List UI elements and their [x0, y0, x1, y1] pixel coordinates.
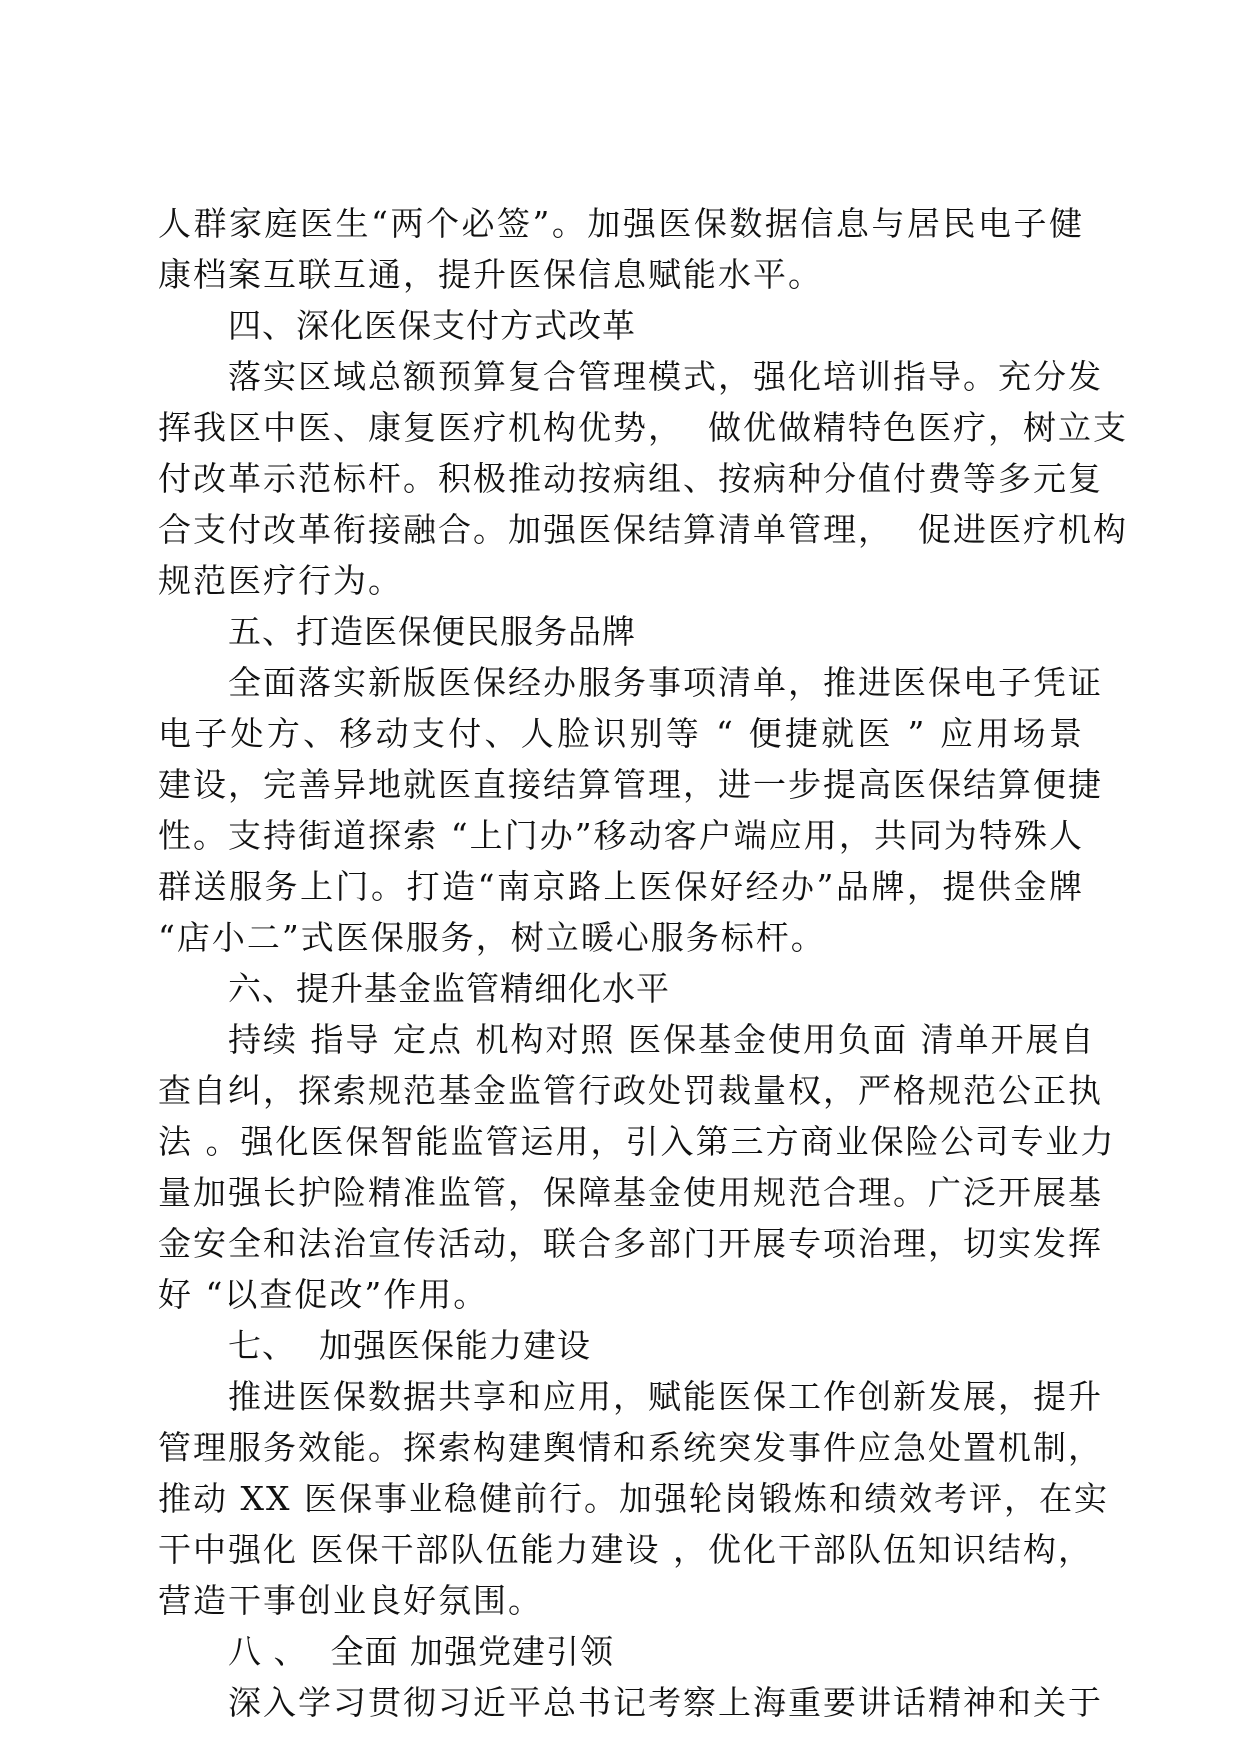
- text-line: 推动 XX 医保事业稳健前行。加强轮岗锻炼和绩效考评，在实: [158, 1479, 1109, 1518]
- text-line: 量加强长护险精准监管，保障基金使用规范合理。广泛开展基: [158, 1173, 1103, 1212]
- text-line: 营造干事创业良好氛围。: [158, 1581, 543, 1620]
- text-line: 好 “以查促改”作用。: [158, 1275, 489, 1314]
- paragraph-first-line: 持续 指导 定点 机构对照 医保基金使用负面 清单开展自: [228, 1020, 1096, 1059]
- text-line: 群送服务上门。打造“南京路上医保好经办”品牌，提供金牌: [158, 867, 1084, 906]
- section-heading-7: 七、 加强医保能力建设: [228, 1326, 591, 1365]
- paragraph-first-line: 落实区域总额预算复合管理模式，强化培训指导。充分发: [228, 357, 1103, 396]
- text-line: 管理服务效能。探索构建舆情和系统突发事件应急处置机制，: [158, 1428, 1103, 1467]
- text-line: 康档案互联互通，提升医保信息赋能水平。: [158, 255, 823, 294]
- paragraph-first-line: 全面落实新版医保经办服务事项清单，推进医保电子凭证: [228, 663, 1103, 702]
- text-line: 规范医疗行为。: [158, 561, 403, 600]
- text-line: 法 。强化医保智能监管运用，引入第三方商业保险公司专业力: [158, 1122, 1116, 1161]
- section-heading-6: 六、提升基金监管精细化水平: [228, 969, 670, 1008]
- text-line: 挥我区中医、康复医疗机构优势， 做优做精特色医疗，树立支: [158, 408, 1128, 447]
- text-line: “店小二”式医保服务，树立暖心服务标杆。: [158, 918, 826, 957]
- section-heading-8: 八 、 全面 加强党建引领: [228, 1632, 614, 1671]
- text-line: 金安全和法治宣传活动，联合多部门开展专项治理，切实发挥: [158, 1224, 1103, 1263]
- text-line: 合支付改革衔接融合。加强医保结算清单管理， 促进医疗机构: [158, 510, 1128, 549]
- text-line: 查自纠，探索规范基金监管行政处罚裁量权，严格规范公正执: [158, 1071, 1103, 1110]
- text-line: 干中强化 医保干部队伍能力建设 ，优化干部队伍知识结构，: [158, 1530, 1093, 1569]
- text-line: 付改革示范标杆。积极推动按病组、按病种分值付费等多元复: [158, 459, 1103, 498]
- text-line: 人群家庭医生“两个必签”。加强医保数据信息与居民电子健: [158, 204, 1084, 243]
- paragraph-first-line: 深入学习贯彻习近平总书记考察上海重要讲话精神和关于: [228, 1683, 1103, 1722]
- paragraph-first-line: 推进医保数据共享和应用，赋能医保工作创新发展，提升: [228, 1377, 1103, 1416]
- text-line: 电子处方、移动支付、人脸识别等 “ 便捷就医 ” 应用场景: [158, 714, 1084, 753]
- section-heading-4: 四、深化医保支付方式改革: [228, 306, 636, 345]
- text-line: 性。支持街道探索 “上门办”移动客户端应用，共同为特殊人: [158, 816, 1084, 855]
- section-heading-5: 五、打造医保便民服务品牌: [228, 612, 636, 651]
- text-line: 建设，完善异地就医直接结算管理，进一步提高医保结算便捷: [158, 765, 1103, 804]
